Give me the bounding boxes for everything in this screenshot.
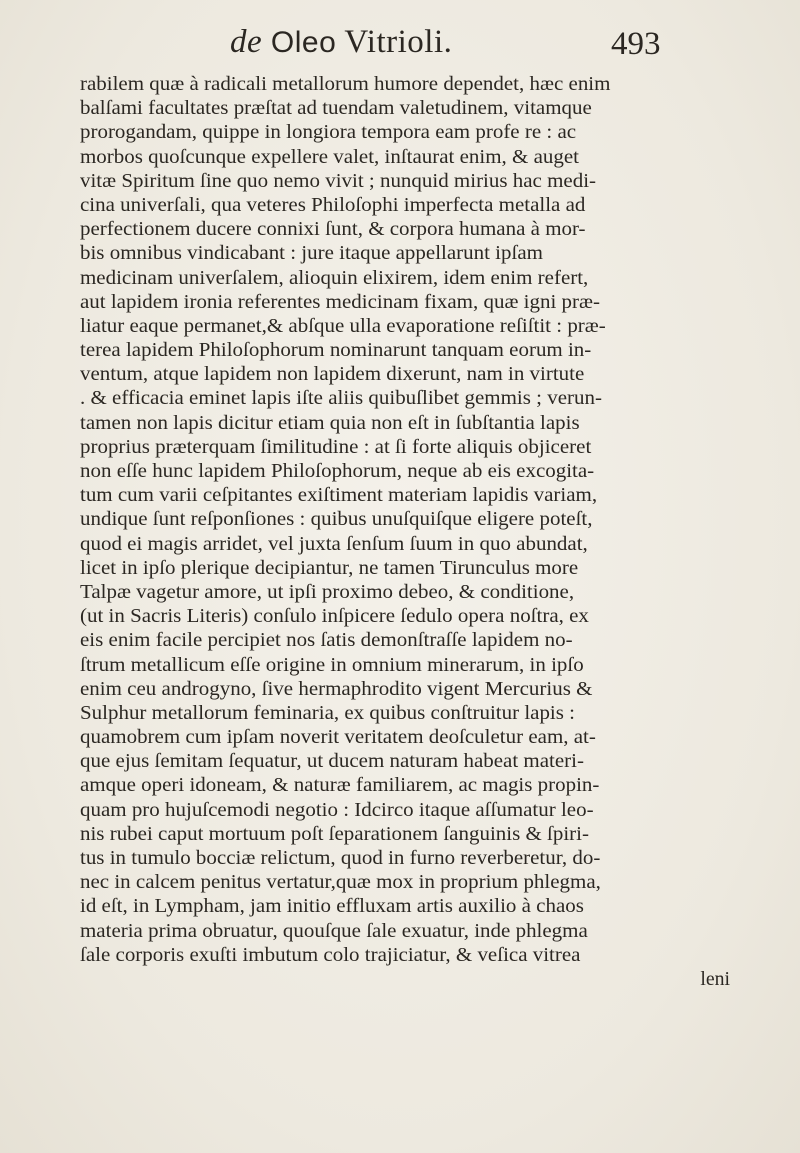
title-oleo: Oleo	[270, 26, 337, 59]
text-line: terea lapidem Philoſophorum nominarunt tanquam eorum in-	[80, 339, 592, 362]
text-line: tus in tumulo bocciæ relictum, quod in furno reverberetur, do-	[80, 847, 601, 869]
text-line: (ut in Sacris Literis) conſulo inſpicere ſedulo opera noſtra, ex	[80, 605, 589, 628]
text-line: materia prima obruatur, quouſque ſale exuatur, inde phlegma	[80, 919, 588, 942]
text-line: perfectionem ducere connixi ſunt, & corpora humana à mor-	[80, 218, 586, 241]
text-line: . & efficacia eminet lapis iſte aliis quibuſlibet gemmis ; verun-	[80, 387, 602, 410]
page-number: 493	[611, 26, 661, 62]
text-line: quod ei magis arridet, vel juxta ſenſum ſuum in quo abundat,	[80, 532, 588, 555]
text-line: amque operi idoneam, & naturæ familiarem, ac magis propin-	[80, 774, 600, 797]
text-line: tum cum varii ceſpitantes exiſtiment materiam lapidis variam,	[80, 484, 598, 507]
text-line: id eſt, in Lympham, jam initio effluxam artis auxilio à chaos	[80, 895, 584, 918]
text-line: prorogandam, quippe in longiora tempora eam profe re : ac	[80, 121, 577, 144]
text-line: eis enim facile percipiet nos ſatis demonſtraſſe lapidem no-	[80, 629, 573, 652]
text-line: nis rubei caput mortuum poſt ſeparationem ſanguinis & ſpiri-	[80, 822, 589, 845]
catchword: leni	[700, 967, 730, 990]
running-title	[230, 24, 452, 61]
text-line: morbos quoſcunque expellere valet, inſtaurat enim, & auget	[80, 145, 580, 168]
text-line: Sulphur metallorum feminaria, ex quibus conſtruitur lapis :	[80, 701, 575, 724]
text-line: licet in ipſo plerique decipiantur, ne tamen Tirunculus more	[80, 556, 579, 579]
text-line: nec in calcem penitus vertatur,quæ mox in proprium phlegma,	[80, 871, 601, 894]
title-de: de	[230, 24, 271, 60]
body-text	[80, 72, 730, 991]
text-line: liatur eaque permanet,& abſque ulla evaporatione reſiſtit : præ-	[80, 314, 606, 337]
text-line: quamobrem cum ipſam noverit veritatem deoſculetur eam, at-	[80, 726, 596, 749]
text-line: enim ceu androgyno, ſive hermaphrodito vigent Mercurius &	[80, 677, 593, 700]
text-line: vitæ Spiritum ſine quo nemo vivit ; nunquid mirius hac medi-	[80, 169, 597, 192]
text-line: ventum, atque lapidem non lapidem dixerunt, nam in virtute	[80, 363, 585, 386]
text-line: proprius præterquam ſimilitudine : at ſi forte aliquis objiceret	[80, 435, 592, 458]
text-line: bis omnibus vindicabant : jure itaque appellarunt ipſam	[80, 242, 543, 265]
text-line: quam pro hujuſcemodi negotio : Idcirco itaque aſſumatur leo-	[80, 798, 594, 821]
text-line: undique ſunt reſponſiones : quibus unuſquiſque eligere poteſt,	[80, 508, 593, 531]
text-line: Talpæ vagetur amore, ut ipſi proximo debeo, & conditione,	[80, 580, 575, 603]
text-line: non eſſe hunc lapidem Philoſophorum, neque ab eis excogita-	[80, 460, 595, 482]
text-line: que ejus ſemitam ſequatur, ut ducem naturam habeat materi-	[80, 750, 584, 773]
text-line: tamen non lapis dicitur etiam quia non eſt in ſubſtantia lapis	[80, 411, 580, 434]
text-line: ſtrum metallicum eſſe origine in omnium minerarum, in ipſo	[80, 653, 584, 676]
page-header	[0, 14, 800, 68]
text-line: balſami facultates præſtat ad tuendam valetudinem, vitamque	[80, 97, 592, 120]
text-line: aut lapidem ironia referentes medicinam fixam, quæ igni præ-	[80, 290, 600, 313]
text-line: rabilem quæ à radicali metallorum humore dependet, hæc enim	[80, 73, 611, 95]
text-line: ſale corporis exuſti imbutum colo trajiciatur, & veſica vitrea	[80, 943, 581, 966]
text-line: cina univerſali, qua veteres Philoſophi imperfecta metalla ad	[80, 193, 586, 216]
title-vitrioli: Vitrioli.	[336, 24, 453, 60]
text-line: medicinam univerſalem, alioquin elixirem, idem enim refert,	[80, 266, 589, 289]
